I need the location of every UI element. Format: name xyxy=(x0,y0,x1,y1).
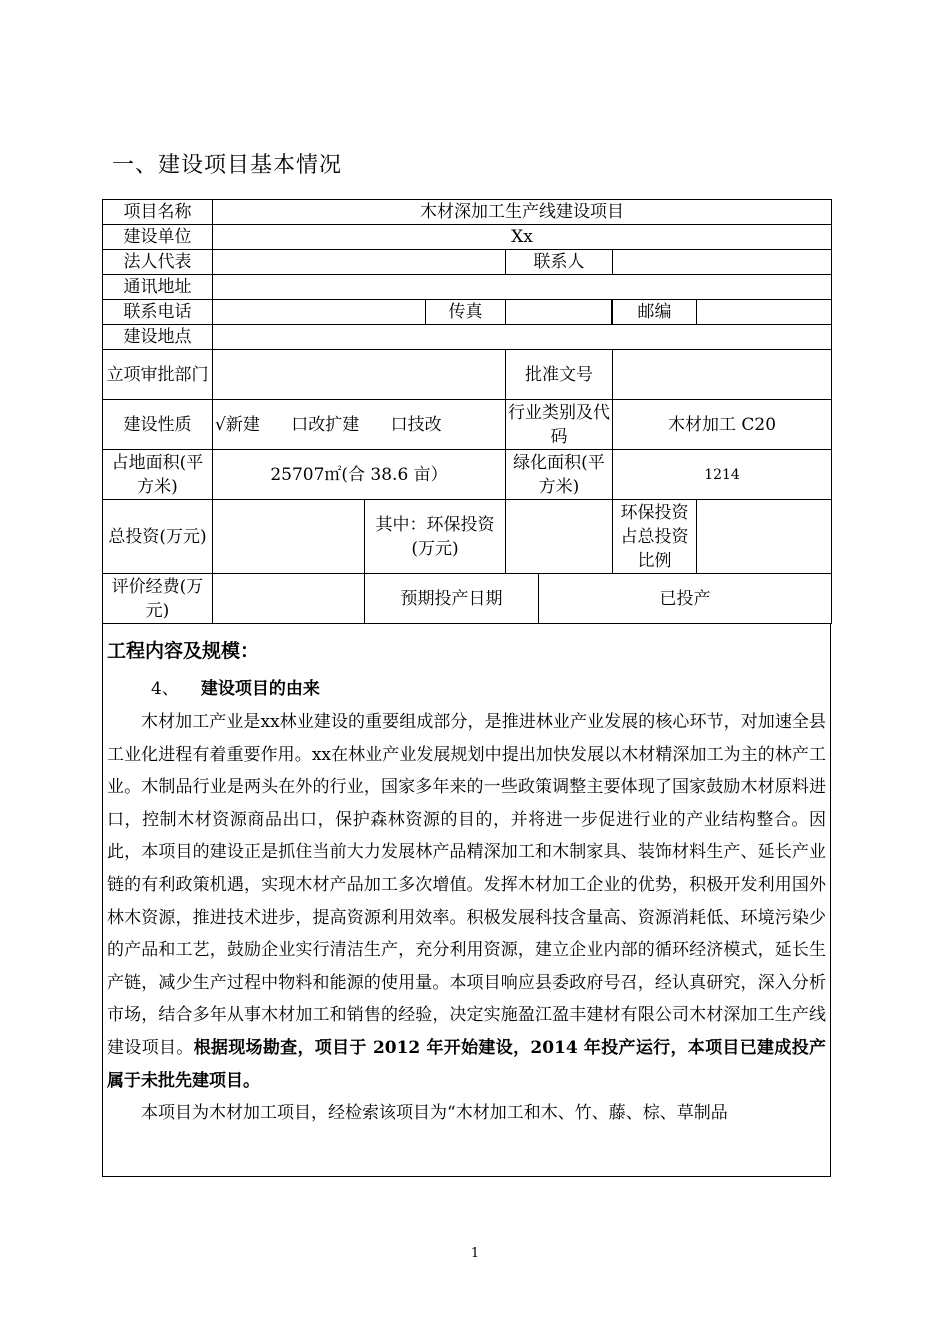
legal-rep-label: 法人代表 xyxy=(103,250,213,275)
paragraph-classification: 本项目为木材加工项目，经检索该项目为“木材加工和木、竹、藤、棕、草制品 xyxy=(141,1103,728,1124)
invest-label: 总投资(万元) xyxy=(103,500,213,574)
env-invest-label: 其中：环保投资(万元) xyxy=(365,500,506,574)
nature-tech-option[interactable]: 口技改 xyxy=(390,414,442,435)
phone-fax-cell xyxy=(213,300,506,325)
approval-dept-label: 立项审批部门 xyxy=(103,350,213,400)
project-name-label: 项目名称 xyxy=(103,200,213,225)
basic-info-form xyxy=(102,199,831,1177)
env-ratio-field[interactable] xyxy=(697,500,832,574)
green-value[interactable]: 1214 xyxy=(613,450,832,500)
section-title: 工程内容及规模： xyxy=(107,640,260,662)
page-title: 一、建设项目基本情况 xyxy=(112,153,343,178)
table-row xyxy=(103,225,832,250)
site-label: 建设地点 xyxy=(103,325,213,350)
date-label: 预期投产日期 xyxy=(365,574,539,624)
paragraph-origin-text: 木材加工产业是xx林业建设的重要组成部分，是推进林业产业发展的核心环节，对加速全县工业化进程有着重要作用。xx在林业产业发展规划中提出加快发展以木材精深加工为主的林产工业。木制品行业是两头在外的行业，国家多年来的一些政策调整主要体现了国家鼓励木材原料进口，控制木材资源商品出口，保护森林资源的目的，并将进一步促进行业的产业结构整合。因此，本项目的建设正是抓住当前大力发展林产品精深加工和木制家具、装饰材料生产、延长产业链的有利政策机遇，实现木材产品加工多次增值。发挥木材加工企业的优势，积极开发利用国外林木资源，推进技术进步，提高资源利用效率。积极发展科技含量高、资源消耗低、环境污染少的产品和工艺，鼓励企业实行清洁生产，充分利用资源，建立企业内部的循环经济模式，延长生产链，减少生产过程中物料和能源的使用量。本项目响应县委政府号召，经认真研究，深入分析市场，结合多年从事木材加工和销售的经验，决定实施盈江盈丰建材有限公司木材深加工生产线建设项目。 xyxy=(107,712,826,1058)
table-row xyxy=(103,574,832,624)
table-row xyxy=(103,200,832,225)
address-field[interactable] xyxy=(213,275,832,300)
phone-field[interactable] xyxy=(213,300,426,324)
table-row xyxy=(103,325,832,350)
unit-label: 建设单位 xyxy=(103,225,213,250)
area-label: 占地面积(平方米) xyxy=(103,450,213,500)
table-row xyxy=(103,350,832,400)
table-row xyxy=(103,250,832,275)
invest-field[interactable] xyxy=(213,500,365,574)
table-row xyxy=(103,300,832,325)
phone-label: 联系电话 xyxy=(103,300,213,325)
site-field[interactable] xyxy=(213,325,832,350)
contact-label: 联系人 xyxy=(506,250,613,275)
subsection-title-text: 建设项目的由来 xyxy=(200,679,320,699)
project-name-value[interactable]: 木材深加工生产线建设项目 xyxy=(213,200,832,225)
postcode-field[interactable] xyxy=(697,300,832,325)
postcode-cell xyxy=(613,300,697,325)
nature-label: 建设性质 xyxy=(103,400,213,450)
fax-postcode-cell xyxy=(506,300,613,325)
subsection-title xyxy=(107,672,826,706)
basic-info-table xyxy=(102,199,832,624)
table-row xyxy=(103,275,832,300)
fee-field[interactable] xyxy=(213,574,365,624)
contact-field[interactable] xyxy=(613,250,832,275)
unit-value[interactable]: Xx xyxy=(213,225,832,250)
fax-field[interactable] xyxy=(506,300,612,324)
env-invest-field[interactable] xyxy=(506,500,613,574)
industry-label: 行业类别及代码 xyxy=(506,400,613,450)
subsection-number: 4、 xyxy=(151,679,179,699)
industry-value[interactable]: 木材加工 C20 xyxy=(613,400,832,450)
table-row xyxy=(103,500,832,574)
table-row xyxy=(103,450,832,500)
paragraph-origin xyxy=(107,706,826,1097)
nature-expand-option[interactable]: 口改扩建 xyxy=(291,414,360,435)
legal-rep-field[interactable] xyxy=(213,250,506,275)
nature-options xyxy=(213,400,506,450)
fax-label: 传真 xyxy=(448,302,483,322)
paragraph-origin-bold: 根据现场勘查，项目于 2012 年开始建设，2014 年投产运行，本项目已建成投产属于未批先建项目。 xyxy=(107,1037,827,1091)
date-value[interactable]: 已投产 xyxy=(539,574,832,624)
page-number: 1 xyxy=(470,1246,480,1261)
approval-no-label: 批准文号 xyxy=(506,350,613,400)
fee-label: 评价经费(万元) xyxy=(103,574,213,624)
address-label: 通讯地址 xyxy=(103,275,213,300)
green-label: 绿化面积(平方米) xyxy=(506,450,613,500)
nature-new-option[interactable]: √新建 xyxy=(215,414,260,435)
project-content-section xyxy=(102,624,831,1177)
approval-no-field[interactable] xyxy=(613,350,832,400)
area-value[interactable]: 25707㎡(合 38.6 亩） xyxy=(213,450,506,500)
env-ratio-label: 环保投资占总投资比例 xyxy=(613,500,697,574)
postcode-label: 邮编 xyxy=(637,302,672,322)
approval-dept-field[interactable] xyxy=(213,350,506,400)
table-row xyxy=(103,400,832,450)
